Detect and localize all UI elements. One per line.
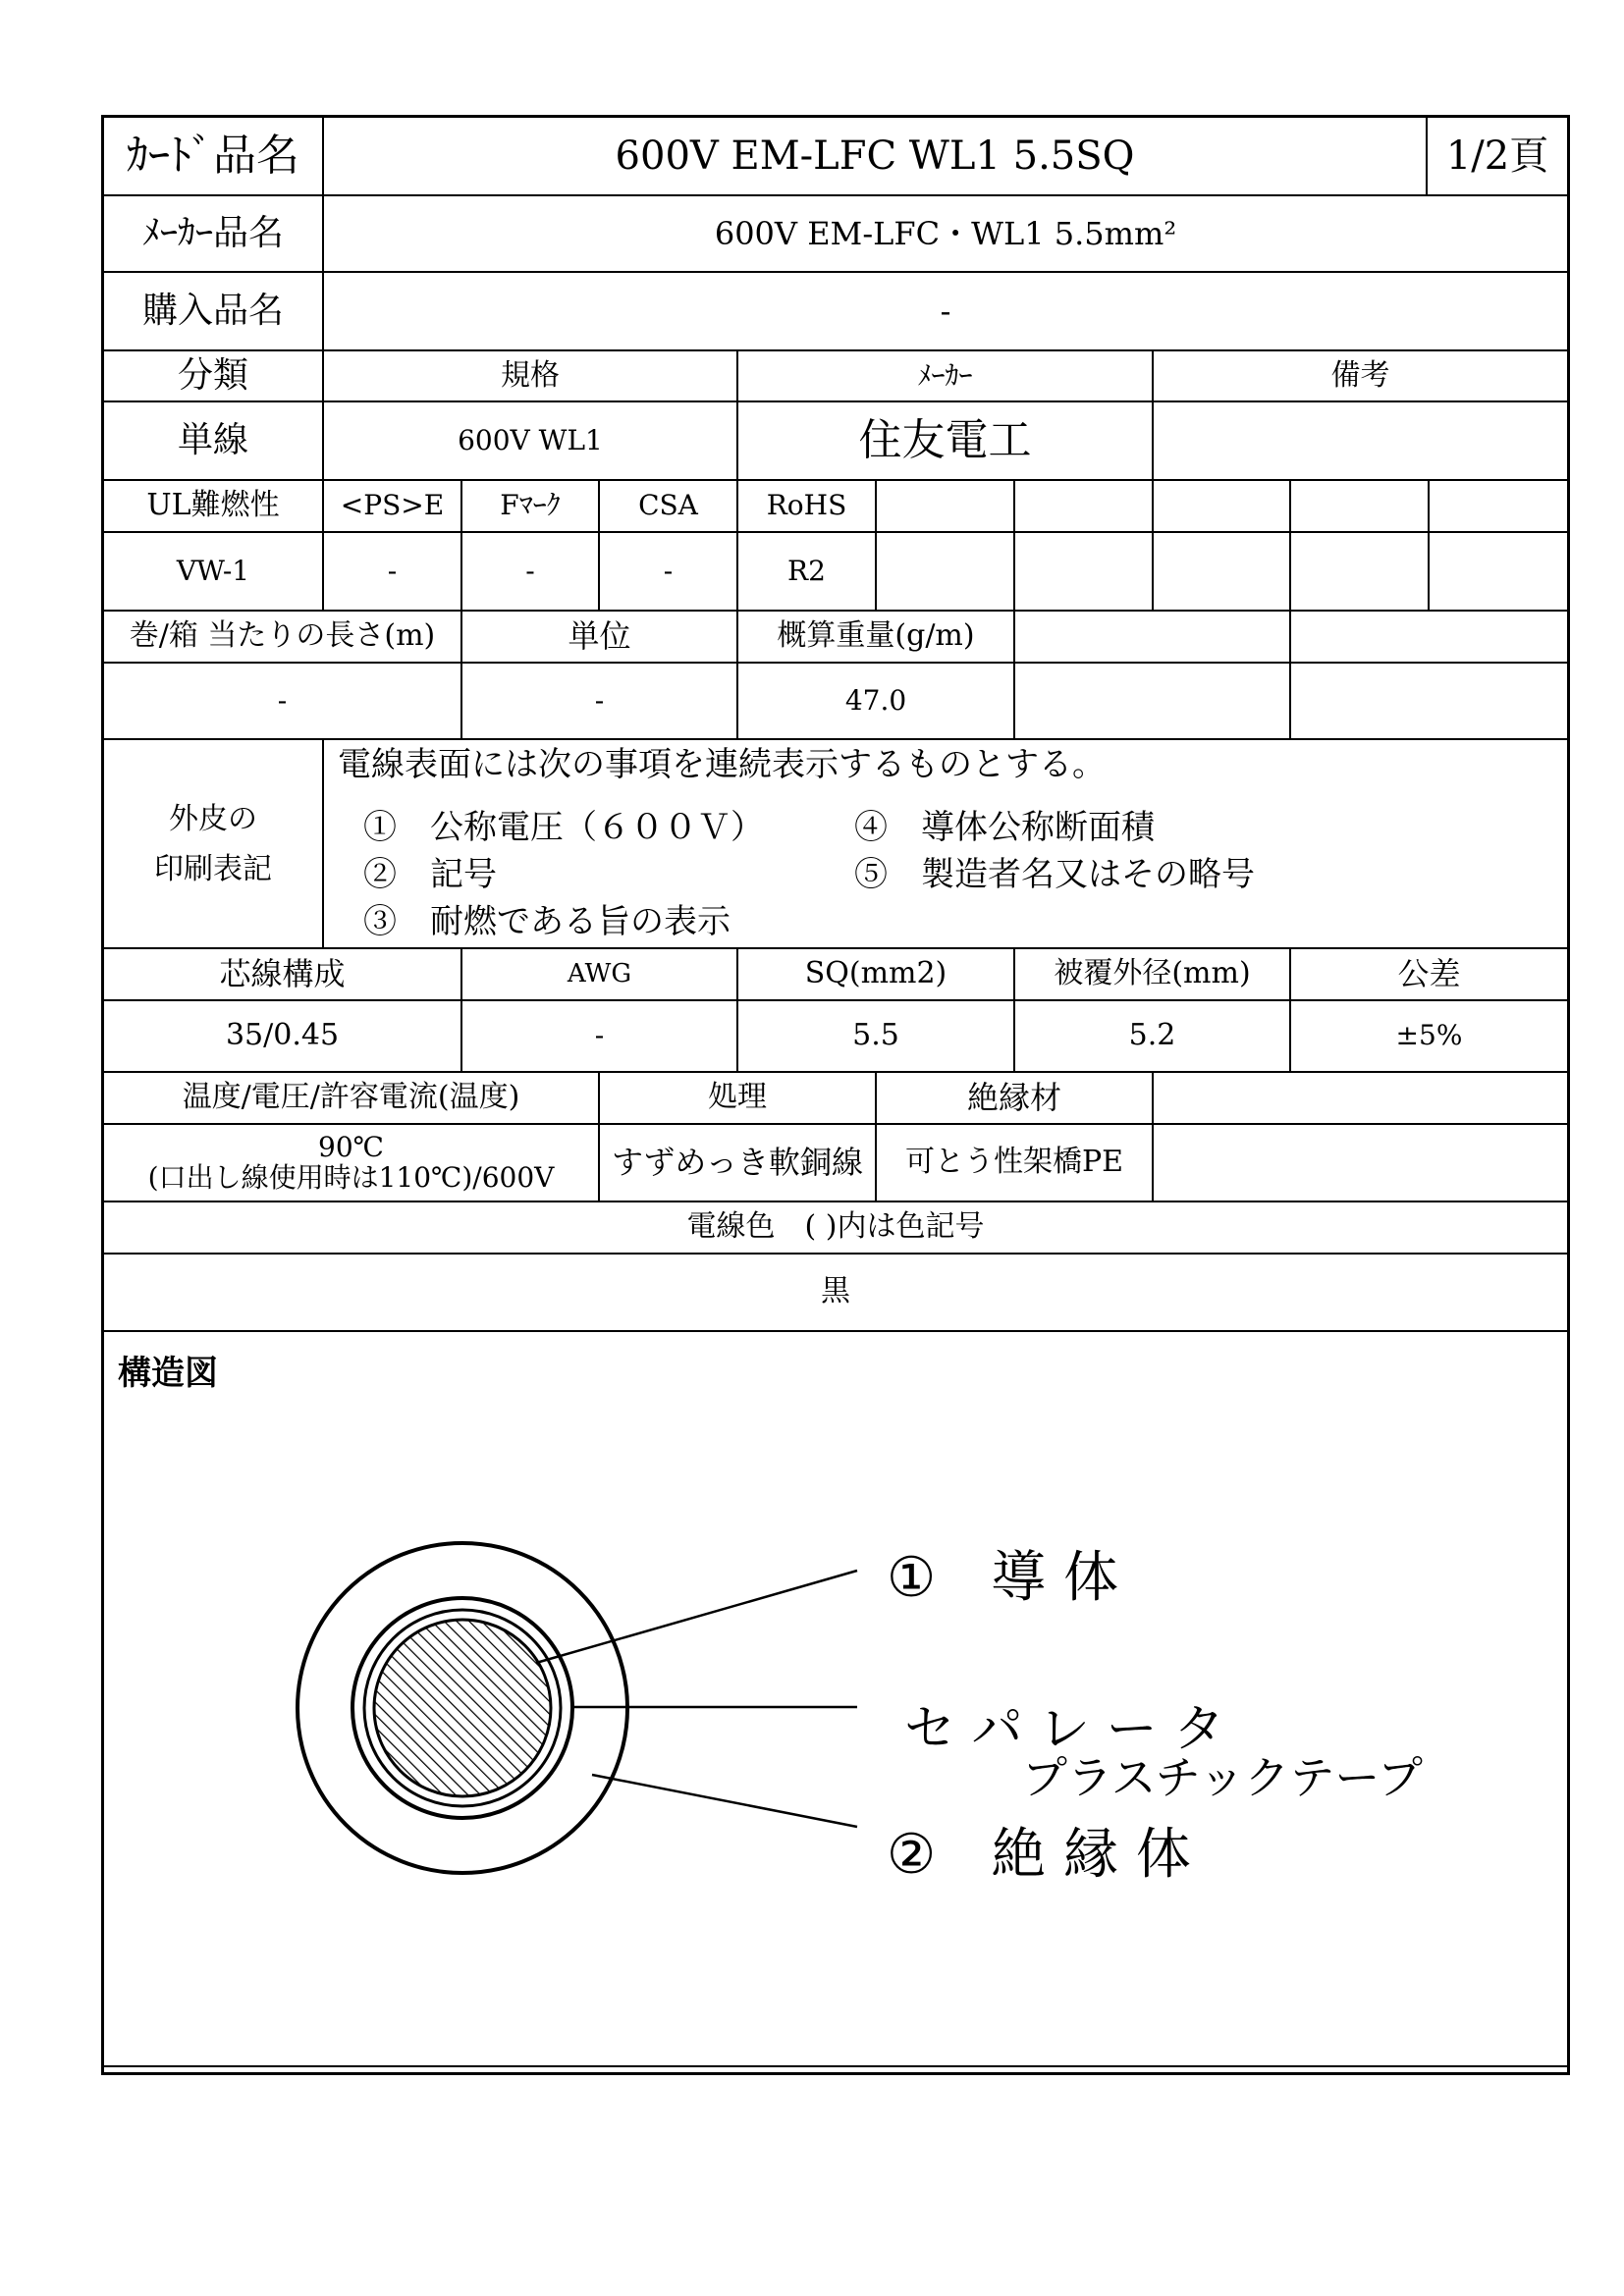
cert-value-rohs: R2 bbox=[738, 533, 877, 612]
cert-value-ul: VW-1 bbox=[104, 533, 324, 612]
cert-header-csa: CSA bbox=[600, 481, 738, 533]
strands-value: 35/0.45 bbox=[104, 1001, 462, 1073]
label-conductor: ① 導 体 bbox=[887, 1546, 1119, 1610]
card-name-value: 600V EM-LFC WL1 5.5SQ bbox=[324, 118, 1428, 196]
cert-header-ul: UL難燃性 bbox=[104, 481, 324, 533]
cert-value-blank bbox=[1291, 533, 1430, 612]
cert-header-blank bbox=[1430, 481, 1567, 533]
temp-value-line1: 90℃ bbox=[318, 1130, 384, 1163]
packaging-blank bbox=[1291, 664, 1567, 740]
sheet-bottom-rule bbox=[101, 2065, 1570, 2067]
unit-value: - bbox=[462, 664, 738, 740]
cable-cross-section bbox=[104, 1332, 1567, 2072]
category-value: 単線 bbox=[104, 402, 324, 481]
conductor-core bbox=[374, 1620, 551, 1796]
print-marking-label bbox=[104, 740, 324, 949]
sq-value: 5.5 bbox=[738, 1001, 1015, 1073]
print-item: ⑤ 製造者名又はその略号 bbox=[854, 855, 1255, 894]
wire-color-header: 電線色 ( )内は色記号 bbox=[104, 1202, 1567, 1255]
print-marking-content bbox=[324, 740, 1567, 949]
print-marking-label-line2: 印刷表記 bbox=[154, 851, 272, 886]
weight-value: 47.0 bbox=[738, 664, 1015, 740]
print-marking-label-line1: 外皮の bbox=[169, 801, 257, 836]
length-value: - bbox=[104, 664, 462, 740]
purchase-name-value: - bbox=[324, 273, 1567, 351]
label-separator: セ パ レ ー タ bbox=[904, 1700, 1225, 1759]
purchase-name-label: 購入品名 bbox=[104, 273, 324, 351]
tolerance-header: 公差 bbox=[1291, 949, 1567, 1001]
maker-value: 住友電工 bbox=[738, 402, 1154, 481]
print-marking-intro: 電線表面には次の事項を連続表示するものとする。 bbox=[338, 745, 1106, 784]
leader-line-insulation bbox=[592, 1775, 857, 1827]
cert-header-pse: <PS>E bbox=[324, 481, 462, 533]
print-item: ① 公称電圧（６００Ｖ） bbox=[363, 808, 764, 847]
cert-header-blank bbox=[877, 481, 1015, 533]
cert-value-pse: - bbox=[324, 533, 462, 612]
treatment-header: 処理 bbox=[600, 1073, 877, 1125]
label-separator-sub: プラスチックテープ bbox=[1022, 1751, 1424, 1804]
treatment-value: すずめっき軟銅線 bbox=[600, 1125, 877, 1202]
cert-header-blank bbox=[1154, 481, 1291, 533]
standard-value: 600V WL1 bbox=[324, 402, 738, 481]
structure-title: 構造図 bbox=[118, 1354, 218, 1393]
temp-voltage-header: 温度/電圧/許容電流(温度) bbox=[104, 1073, 600, 1125]
wire-color-value: 黒 bbox=[104, 1255, 1567, 1332]
print-item: ③ 耐燃である旨の表示 bbox=[363, 902, 731, 941]
cert-value-fmark: - bbox=[462, 533, 600, 612]
standard-header: 規格 bbox=[324, 351, 738, 402]
tolerance-value: ±5% bbox=[1291, 1001, 1567, 1073]
awg-value: - bbox=[462, 1001, 738, 1073]
structure-section bbox=[104, 1332, 1567, 2072]
length-header: 巻/箱 当たりの長さ(m) bbox=[104, 612, 462, 664]
weight-header: 概算重量(g/m) bbox=[738, 612, 1015, 664]
print-item: ④ 導体公称断面積 bbox=[854, 808, 1155, 847]
cert-value-blank bbox=[1015, 533, 1154, 612]
cert-value-csa: - bbox=[600, 533, 738, 612]
label-insulation: ② 絶 縁 体 bbox=[887, 1823, 1191, 1887]
temp-value-line2: (口出し線使用時は110℃)/600V bbox=[147, 1160, 555, 1194]
temp-voltage-value bbox=[104, 1125, 600, 1202]
packaging-blank bbox=[1015, 664, 1291, 740]
sq-header: SQ(mm2) bbox=[738, 949, 1015, 1001]
remarks-header: 備考 bbox=[1154, 351, 1567, 402]
remarks-value bbox=[1154, 402, 1567, 481]
card-name-label: ｶｰﾄﾞ品名 bbox=[104, 118, 324, 196]
insulation-value: 可とう性架橋PE bbox=[877, 1125, 1154, 1202]
ratings-blank bbox=[1154, 1125, 1567, 1202]
outer-diameter-value: 5.2 bbox=[1015, 1001, 1291, 1073]
strands-header: 芯線構成 bbox=[104, 949, 462, 1001]
cert-header-blank bbox=[1291, 481, 1430, 533]
maker-header: ﾒｰｶｰ bbox=[738, 351, 1154, 402]
cert-header-fmark: Fﾏｰｸ bbox=[462, 481, 600, 533]
category-header: 分類 bbox=[104, 351, 324, 402]
print-item: ② 記号 bbox=[363, 855, 497, 894]
awg-header: AWG bbox=[462, 949, 738, 1001]
maker-name-label: ﾒｰｶｰ品名 bbox=[104, 196, 324, 273]
spec-sheet bbox=[101, 115, 1570, 2075]
cert-value-blank bbox=[877, 533, 1015, 612]
ratings-blank bbox=[1154, 1073, 1567, 1125]
maker-name-value: 600V EM-LFC・WL1 5.5mm² bbox=[324, 196, 1567, 273]
unit-header: 単位 bbox=[462, 612, 738, 664]
insulation-header: 絶縁材 bbox=[877, 1073, 1154, 1125]
cert-header-rohs: RoHS bbox=[738, 481, 877, 533]
packaging-blank bbox=[1291, 612, 1567, 664]
packaging-blank bbox=[1015, 612, 1291, 664]
outer-diameter-header: 被覆外径(mm) bbox=[1015, 949, 1291, 1001]
cert-value-blank bbox=[1154, 533, 1291, 612]
cert-value-blank bbox=[1430, 533, 1567, 612]
cert-header-blank bbox=[1015, 481, 1154, 533]
page-number: 1/2頁 bbox=[1428, 118, 1567, 196]
